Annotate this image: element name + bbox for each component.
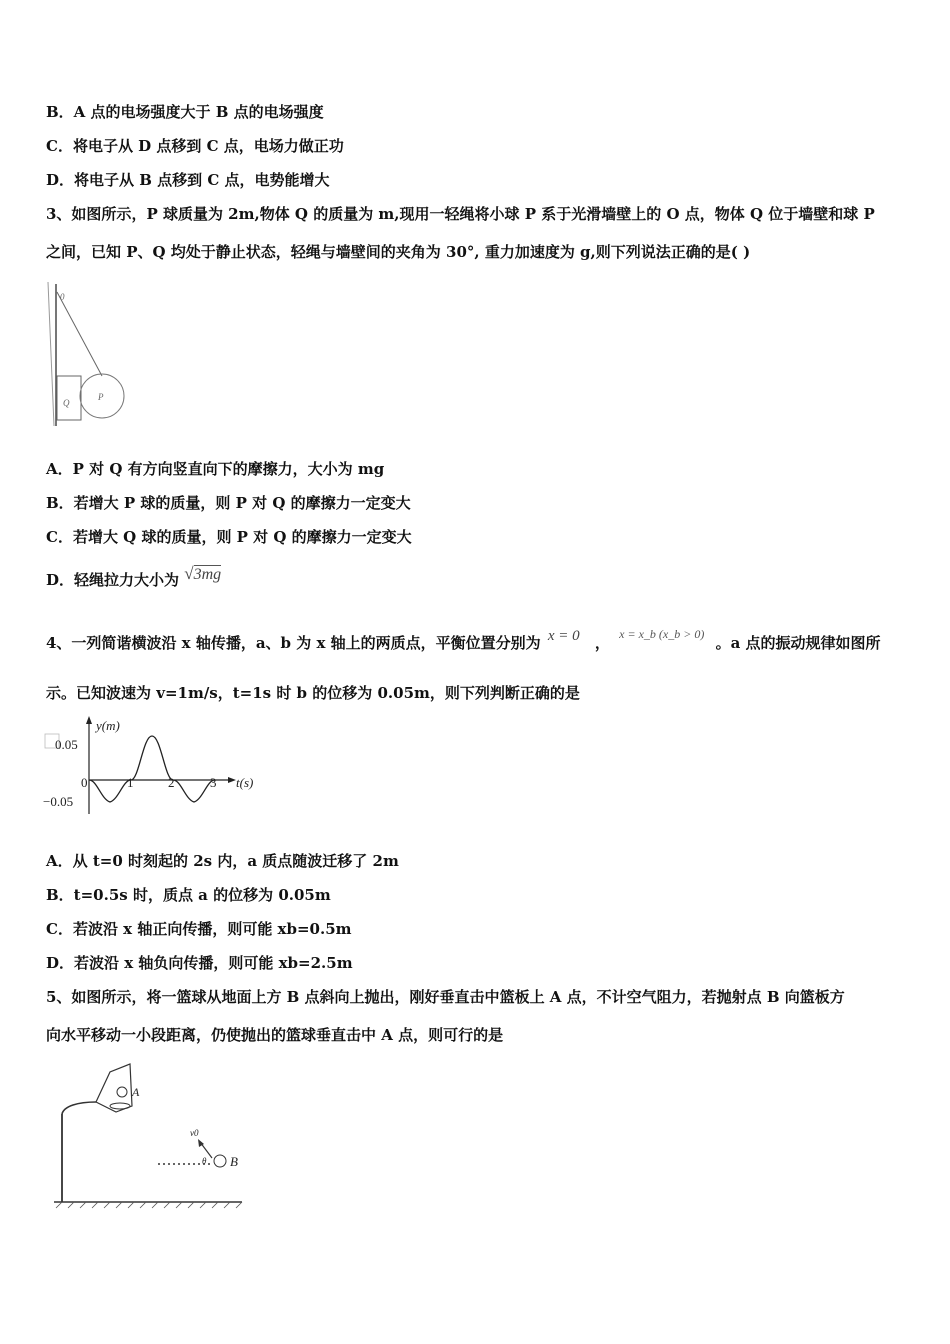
ball-at-a — [117, 1087, 127, 1097]
q3-option-d-math: 3mg — [193, 566, 222, 583]
tick-label-1: 1 — [127, 775, 134, 790]
q4-option-d: D．若波沿 x 轴负向传播，则可能 xb=2.5m — [46, 954, 353, 972]
sine-curve — [89, 736, 215, 802]
hoop-arm — [62, 1102, 96, 1114]
q4-stem-line1-a: 4、一列简谐横波沿 x 轴传播，a、b 为 x 轴上的两质点，平衡位置分别为 — [46, 634, 541, 652]
tick-label-2: 2 — [168, 775, 175, 790]
label-b: B — [230, 1154, 238, 1169]
label-o: 0 — [60, 292, 65, 302]
ball-at-b — [214, 1155, 226, 1167]
tick-label-3: 3 — [210, 775, 217, 790]
q2-option-c: C．将电子从 D 点移到 C 点，电场力做正功 — [46, 137, 344, 155]
origin-label: 0 — [81, 775, 88, 790]
q2-option-b: B．A 点的电场强度大于 B 点的电场强度 — [46, 103, 324, 121]
sqrt-symbol: √ — [184, 564, 194, 583]
y-pos-label: 0.05 — [55, 737, 78, 752]
label-a: A — [132, 1085, 140, 1099]
q3-wall-ball-figure — [44, 280, 134, 430]
label-v0: v0 — [190, 1128, 199, 1138]
q3-option-d-prefix: D．轻绳拉力大小为 — [46, 571, 180, 589]
q5-stem-line2: 向水平移动一小段距离，仍使抛出的篮球垂直击中 A 点，则可行的是 — [46, 1026, 504, 1044]
label-q: Q — [63, 398, 70, 408]
q4-stem-line1-b: 。a 点的振动规律如图所 — [715, 634, 881, 652]
q4-option-b: B．t=0.5s 时，质点 a 的位移为 0.05m — [46, 886, 331, 904]
wall-shading — [48, 282, 54, 426]
q4-stem-line2: 示。已知波速为 v=1m/s，t=1s 时 b 的位移为 0.05m，则下列判断正确的是 — [46, 684, 580, 702]
hoop-rim — [110, 1103, 130, 1109]
q4-eq2: x = x_b (x_b > 0) — [619, 627, 705, 641]
q3-stem-line1: 3、如图所示，P 球质量为 2m,物体 Q 的质量为 m,现用一轻绳将小球 P 系于光滑墙壁上的 O 点，物体 Q 位于墙壁和球 P — [46, 205, 875, 223]
backboard — [96, 1064, 132, 1112]
q4-vibration-graph — [40, 714, 270, 818]
label-p: P — [98, 392, 104, 402]
y-axis-label: y(m) — [96, 718, 120, 733]
q4-sep: ， — [594, 634, 610, 652]
q4-option-c: C．若波沿 x 轴正向传播，则可能 xb=0.5m — [46, 920, 352, 938]
q3-stem-line2: 之间，已知 P、Q 均处于静止状态，轻绳与墙壁间的夹角为 30°, 重力加速度为 g,则下列说法正确的是( ) — [46, 243, 751, 261]
y-axis-arrow — [86, 716, 92, 724]
q2-option-d: D．将电子从 B 点移到 C 点，电势能增大 — [46, 171, 330, 189]
q5-stem-line1: 5、如图所示，将一篮球从地面上方 B 点斜向上抛出，刚好垂直击中篮板上 A 点，不计空气阻力，若抛射点 B 向篮板方 — [46, 988, 845, 1006]
q3-option-c: C．若增大 Q 球的质量，则 P 对 Q 的摩擦力一定变大 — [46, 528, 412, 546]
rope-line — [57, 292, 102, 376]
q5-basketball-figure — [50, 1058, 250, 1212]
label-theta: θ — [202, 1156, 207, 1166]
q4-option-a: A．从 t=0 时刻起的 2s 内，a 质点随波迁移了 2m — [46, 852, 399, 870]
t-axis-arrow — [228, 777, 236, 783]
q4-stem-line1 — [46, 627, 881, 654]
q4-eq1: x = 0 — [547, 628, 580, 644]
y-neg-label: −0.05 — [43, 794, 74, 809]
ground-hatching — [56, 1202, 242, 1208]
q3-option-d — [46, 564, 222, 591]
q3-option-a: A．P 对 Q 有方向竖直向下的摩擦力，大小为 mg — [46, 460, 385, 478]
q3-option-b: B．若增大 P 球的质量，则 P 对 Q 的摩擦力一定变大 — [46, 494, 411, 512]
t-axis-label: t(s) — [236, 775, 254, 790]
